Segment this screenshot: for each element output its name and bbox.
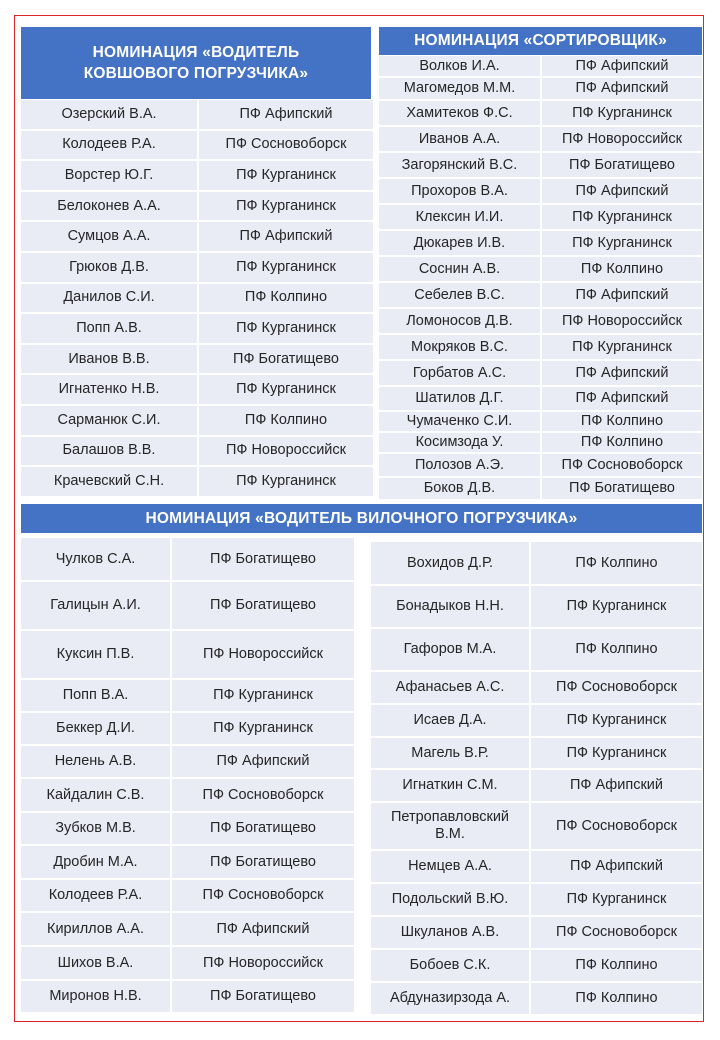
participant-name: Афанасьев А.С. <box>371 672 531 705</box>
participant-name: Беккер Д.И. <box>21 713 172 746</box>
participant-branch: ПФ Курганинск <box>542 231 702 257</box>
participant-branch: ПФ Колпино <box>199 284 373 315</box>
participant-branch: ПФ Афипский <box>172 913 354 947</box>
participant-name: Ломоносов Д.В. <box>379 309 542 335</box>
table-row <box>371 672 702 705</box>
table-row <box>21 406 373 437</box>
participant-branch: ПФ Курганинск <box>531 705 702 738</box>
participant-branch: ПФ Афипский <box>199 222 373 253</box>
participant-name: Белоконев А.А. <box>21 192 199 223</box>
participant-name: Прохоров В.А. <box>379 179 542 205</box>
table-row <box>21 314 373 345</box>
table-row <box>21 284 373 315</box>
table-row <box>21 713 354 746</box>
participant-branch: ПФ Колпино <box>531 983 702 1016</box>
participant-name: Боков Д.В. <box>379 478 542 501</box>
table-row <box>379 153 702 179</box>
participant-branch: ПФ Сосновоборск <box>531 672 702 705</box>
table-row <box>379 283 702 309</box>
participant-name: Шатилов Д.Г. <box>379 387 542 412</box>
participant-name: Кириллов А.А. <box>21 913 172 947</box>
participant-branch: ПФ Сосновоборск <box>531 917 702 950</box>
participant-branch: ПФ Афипский <box>531 851 702 884</box>
table-row <box>371 884 702 917</box>
participant-name: Горбатов А.С. <box>379 361 542 387</box>
participant-name: Дюкарев И.В. <box>379 231 542 257</box>
participant-name: Кайдалин С.В. <box>21 779 172 813</box>
table-row <box>21 582 354 631</box>
participant-branch: ПФ Богатищево <box>172 813 354 846</box>
sorter-table <box>379 56 702 501</box>
table-row <box>371 917 702 950</box>
participant-branch: ПФ Новороссийск <box>542 309 702 335</box>
table-row <box>21 947 354 981</box>
participant-name: Сарманюк С.И. <box>21 406 199 437</box>
participant-branch: ПФ Сосновоборск <box>199 131 373 162</box>
participant-branch: ПФ Новороссийск <box>199 437 373 468</box>
participant-branch: ПФ Афипский <box>542 387 702 412</box>
table-row <box>379 309 702 335</box>
participant-branch: ПФ Новороссийск <box>542 127 702 153</box>
table-row <box>379 257 702 283</box>
participant-branch: ПФ Курганинск <box>531 738 702 770</box>
participant-branch: ПФ Афипский <box>542 283 702 309</box>
participant-branch: ПФ Колпино <box>531 542 702 586</box>
participant-branch: ПФ Афипский <box>542 78 702 101</box>
table-row <box>379 387 702 412</box>
table-row <box>379 454 702 478</box>
participant-branch: ПФ Богатищево <box>542 153 702 179</box>
participant-branch: ПФ Курганинск <box>542 101 702 127</box>
participant-branch: ПФ Колпино <box>199 406 373 437</box>
participant-branch: ПФ Курганинск <box>172 680 354 713</box>
participant-branch: ПФ Богатищево <box>172 538 354 582</box>
participant-name: Данилов С.И. <box>21 284 199 315</box>
table-row <box>371 738 702 770</box>
table-row <box>21 631 354 680</box>
loader-nomination-title: НОМИНАЦИЯ «ВОДИТЕЛЬ КОВШОВОГО ПОГРУЗЧИКА» <box>21 27 371 99</box>
participant-name: Иванов В.В. <box>21 345 199 376</box>
participant-name: Чулков С.А. <box>21 538 172 582</box>
participant-branch: ПФ Сосновоборск <box>531 803 702 851</box>
participant-name: Куксин П.В. <box>21 631 172 680</box>
table-row <box>371 629 702 672</box>
forklift-right-table <box>371 542 702 1016</box>
participant-name: Вохидов Д.Р. <box>371 542 531 586</box>
participant-branch: ПФ Афипский <box>172 746 354 779</box>
table-row <box>379 361 702 387</box>
participant-branch: ПФ Богатищево <box>172 981 354 1014</box>
participant-branch: ПФ Новороссийск <box>172 947 354 981</box>
participant-name: Гафоров М.А. <box>371 629 531 672</box>
participant-name: Мокряков В.С. <box>379 335 542 361</box>
participant-name: Крачевский С.Н. <box>21 467 199 498</box>
participant-branch: ПФ Новороссийск <box>172 631 354 680</box>
participant-branch: ПФ Курганинск <box>531 586 702 629</box>
participant-name: Себелев В.С. <box>379 283 542 309</box>
participant-name: Соснин А.В. <box>379 257 542 283</box>
table-row <box>21 161 373 192</box>
participant-branch: ПФ Колпино <box>531 629 702 672</box>
table-row <box>21 813 354 846</box>
table-row <box>379 127 702 153</box>
participant-name: Озерский В.А. <box>21 100 199 131</box>
table-row <box>21 846 354 880</box>
participant-name: Колодеев Р.А. <box>21 131 199 162</box>
table-row <box>371 803 702 851</box>
participant-name: Бобоев С.К. <box>371 950 531 983</box>
participant-branch: ПФ Афипский <box>542 361 702 387</box>
participant-name: Дробин М.А. <box>21 846 172 880</box>
table-row <box>379 478 702 501</box>
table-row <box>21 131 373 162</box>
participant-name: Полозов А.Э. <box>379 454 542 478</box>
participant-branch: ПФ Богатищево <box>172 582 354 631</box>
participant-branch: ПФ Сосновоборск <box>172 880 354 913</box>
participant-name: Иванов А.А. <box>379 127 542 153</box>
participant-name: Загорянский В.С. <box>379 153 542 179</box>
table-row <box>371 950 702 983</box>
table-row <box>21 100 373 131</box>
participant-name: Немцев А.А. <box>371 851 531 884</box>
forklift-nomination-title: НОМИНАЦИЯ «ВОДИТЕЛЬ ВИЛОЧНОГО ПОГРУЗЧИКА» <box>21 504 702 533</box>
participant-name: Попп В.А. <box>21 680 172 713</box>
participant-name: Миронов Н.В. <box>21 981 172 1014</box>
participant-branch: ПФ Сосновоборск <box>542 454 702 478</box>
table-row <box>379 412 702 433</box>
participant-name: Игнаткин С.М. <box>371 770 531 803</box>
participant-branch: ПФ Курганинск <box>542 335 702 361</box>
participant-branch: ПФ Курганинск <box>542 205 702 231</box>
participant-branch: ПФ Курганинск <box>199 161 373 192</box>
table-row <box>21 345 373 376</box>
participant-name: Сумцов А.А. <box>21 222 199 253</box>
participant-branch: ПФ Колпино <box>531 950 702 983</box>
participant-name: Игнатенко Н.В. <box>21 375 199 406</box>
table-row <box>21 375 373 406</box>
participant-name: Клексин И.И. <box>379 205 542 231</box>
table-row <box>371 586 702 629</box>
table-row <box>21 192 373 223</box>
participant-branch: ПФ Курганинск <box>199 467 373 498</box>
participant-name: Петропавловский В.М. <box>371 803 531 851</box>
table-row <box>379 56 702 78</box>
table-row <box>21 538 354 582</box>
table-row <box>21 437 373 468</box>
participant-branch: ПФ Колпино <box>542 433 702 454</box>
table-row <box>371 851 702 884</box>
participant-branch: ПФ Колпино <box>542 257 702 283</box>
participant-name: Шкуланов А.В. <box>371 917 531 950</box>
table-row <box>379 433 702 454</box>
table-row <box>379 335 702 361</box>
participant-branch: ПФ Курганинск <box>199 314 373 345</box>
participant-name: Ворстер Ю.Г. <box>21 161 199 192</box>
table-row <box>21 746 354 779</box>
participant-name: Шихов В.А. <box>21 947 172 981</box>
table-row <box>21 880 354 913</box>
participant-name: Магомедов М.М. <box>379 78 542 101</box>
participant-branch: ПФ Афипский <box>199 100 373 131</box>
table-row <box>21 981 354 1014</box>
participant-name: Колодеев Р.А. <box>21 880 172 913</box>
participant-branch: ПФ Афипский <box>531 770 702 803</box>
participant-branch: ПФ Курганинск <box>531 884 702 917</box>
table-row <box>379 78 702 101</box>
table-row <box>379 231 702 257</box>
participant-name: Бонадыков Н.Н. <box>371 586 531 629</box>
participant-name: Волков И.А. <box>379 56 542 78</box>
participant-name: Исаев Д.А. <box>371 705 531 738</box>
table-row <box>371 770 702 803</box>
participant-name: Зубков М.В. <box>21 813 172 846</box>
table-row <box>21 222 373 253</box>
participant-name: Попп А.В. <box>21 314 199 345</box>
participant-branch: ПФ Курганинск <box>172 713 354 746</box>
participant-name: Подольский В.Ю. <box>371 884 531 917</box>
forklift-left-table <box>21 538 354 1014</box>
participant-branch: ПФ Богатищево <box>172 846 354 880</box>
participant-branch: ПФ Сосновоборск <box>172 779 354 813</box>
table-row <box>379 179 702 205</box>
participant-name: Балашов В.В. <box>21 437 199 468</box>
table-row <box>21 253 373 284</box>
table-row <box>379 205 702 231</box>
table-row <box>371 983 702 1016</box>
participant-branch: ПФ Богатищево <box>199 345 373 376</box>
table-row <box>21 913 354 947</box>
participant-name: Галицын А.И. <box>21 582 172 631</box>
participant-branch: ПФ Афипский <box>542 56 702 78</box>
table-row <box>371 542 702 586</box>
sorter-nomination-title: НОМИНАЦИЯ «СОРТИРОВЩИК» <box>379 27 702 55</box>
participant-branch: ПФ Богатищево <box>542 478 702 501</box>
participant-branch: ПФ Курганинск <box>199 253 373 284</box>
participant-name: Магель В.Р. <box>371 738 531 770</box>
participant-branch: ПФ Афипский <box>542 179 702 205</box>
table-row <box>21 680 354 713</box>
participant-name: Хамитеков Ф.С. <box>379 101 542 127</box>
table-row <box>371 705 702 738</box>
participant-branch: ПФ Курганинск <box>199 375 373 406</box>
participant-name: Косимзода У. <box>379 433 542 454</box>
participant-name: Абдуназирзода А. <box>371 983 531 1016</box>
loader-table <box>21 100 373 498</box>
participant-name: Нелень А.В. <box>21 746 172 779</box>
participant-name: Грюков Д.В. <box>21 253 199 284</box>
table-row <box>21 779 354 813</box>
table-row <box>21 467 373 498</box>
participant-name: Чумаченко С.И. <box>379 412 542 433</box>
participant-branch: ПФ Колпино <box>542 412 702 433</box>
table-row <box>379 101 702 127</box>
participant-branch: ПФ Курганинск <box>199 192 373 223</box>
